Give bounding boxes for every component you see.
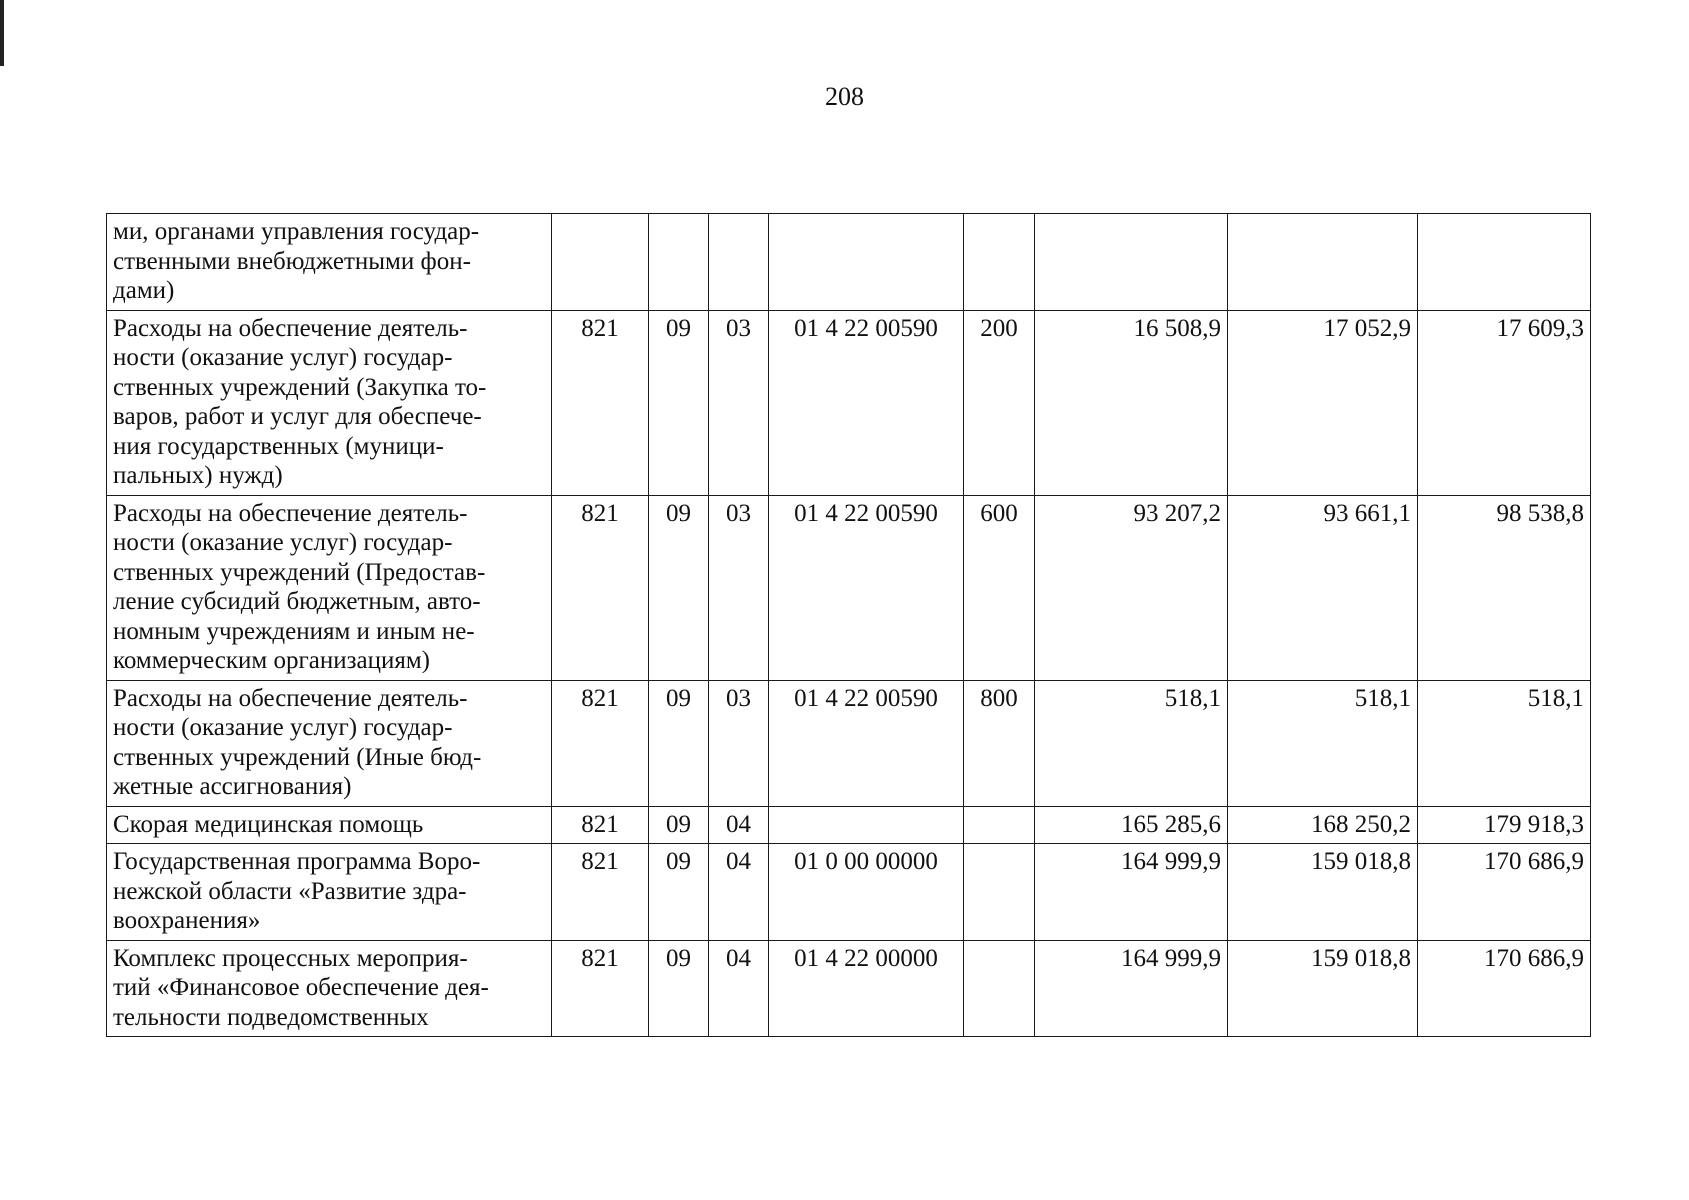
expense-name-line: жетные ассигнования)	[113, 773, 352, 800]
expense-name-line: воохранения»	[113, 907, 261, 934]
expense-type-cell	[964, 806, 1035, 844]
expense-name-line: нежской области «Развитие здра-	[113, 877, 467, 905]
target-article-cell	[769, 214, 964, 311]
target-article-cell: 01 4 22 00590	[769, 310, 964, 495]
expense-type-cell: 800	[964, 680, 1035, 806]
ministry-code-cell: 821	[552, 495, 649, 680]
scan-edge-mark	[0, 0, 4, 66]
expense-name-line: Комплекс процессных мероприя-	[113, 944, 468, 972]
page-number: 208	[825, 82, 864, 111]
amount-year-2-cell: 17 052,9	[1228, 310, 1418, 495]
expense-name-line: Государственная программа Воро-	[113, 848, 481, 875]
amount-year-2-cell: 159 018,8	[1228, 940, 1418, 1037]
amount-year-1-cell: 164 999,9	[1035, 844, 1228, 941]
expense-name-line: ление субсидий бюджетным, авто-	[113, 588, 481, 615]
expense-type-cell	[964, 844, 1035, 941]
amount-year-1-cell: 16 508,9	[1035, 310, 1228, 495]
expense-name-line: Расходы на обеспечение деятель-	[113, 499, 468, 527]
amount-year-2-cell: 159 018,8	[1228, 844, 1418, 941]
amount-year-1-cell: 93 207,2	[1035, 495, 1228, 680]
expense-name-line: ственных учреждений (Закупка то-	[113, 373, 487, 401]
table-row	[107, 806, 1591, 844]
expense-name-line: пальных) нужд)	[113, 462, 283, 489]
expense-name-line: Скорая медицинская помощь	[113, 810, 424, 838]
section-code-cell: 09	[649, 495, 709, 680]
expense-name-cell	[107, 310, 552, 495]
expense-name-line: ния государственных (муници-	[113, 432, 444, 460]
expense-name-cell	[107, 214, 552, 311]
expense-name-line: тельности подведомственных	[113, 1003, 429, 1031]
amount-year-2-cell: 168 250,2	[1228, 806, 1418, 844]
section-code-cell: 09	[649, 844, 709, 941]
expense-name-line: варов, работ и услуг для обеспече-	[113, 403, 482, 430]
table-body	[107, 214, 1591, 1037]
budget-table	[106, 213, 1591, 1037]
section-code-cell: 09	[649, 806, 709, 844]
expense-name-line: коммерческим организациям)	[113, 647, 430, 674]
subsection-code-cell: 03	[709, 310, 769, 495]
subsection-code-cell: 03	[709, 495, 769, 680]
expense-name-line: ственных учреждений (Предостав-	[113, 558, 486, 586]
amount-year-1-cell: 164 999,9	[1035, 940, 1228, 1037]
amount-year-3-cell: 98 538,8	[1418, 495, 1591, 680]
section-code-cell	[649, 214, 709, 311]
subsection-code-cell: 04	[709, 806, 769, 844]
table-row	[107, 310, 1591, 495]
amount-year-3-cell: 170 686,9	[1418, 940, 1591, 1037]
expense-name-cell	[107, 495, 552, 680]
ministry-code-cell: 821	[552, 680, 649, 806]
expense-name-line: Расходы на обеспечение деятель-	[113, 684, 468, 712]
amount-year-2-cell	[1228, 214, 1418, 311]
section-code-cell: 09	[649, 310, 709, 495]
subsection-code-cell: 04	[709, 940, 769, 1037]
expense-name-line: тий «Финансовое обеспечение дея-	[113, 974, 489, 1001]
section-code-cell: 09	[649, 680, 709, 806]
expense-name-cell	[107, 680, 552, 806]
table-row	[107, 844, 1591, 941]
target-article-cell: 01 4 22 00590	[769, 495, 964, 680]
expense-type-cell	[964, 940, 1035, 1037]
ministry-code-cell: 821	[552, 844, 649, 941]
expense-name-cell	[107, 844, 552, 941]
expense-name-line: Расходы на обеспечение деятель-	[113, 314, 468, 342]
target-article-cell	[769, 806, 964, 844]
expense-name-line: ности (оказание услуг) государ-	[113, 714, 453, 741]
ministry-code-cell: 821	[552, 940, 649, 1037]
amount-year-3-cell: 170 686,9	[1418, 844, 1591, 941]
amount-year-3-cell: 179 918,3	[1418, 806, 1591, 844]
ministry-code-cell	[552, 214, 649, 311]
expense-name-line: ми, органами управления государ-	[113, 218, 480, 245]
amount-year-2-cell: 93 661,1	[1228, 495, 1418, 680]
target-article-cell: 01 4 22 00000	[769, 940, 964, 1037]
section-code-cell: 09	[649, 940, 709, 1037]
table-row	[107, 214, 1591, 311]
amount-year-2-cell: 518,1	[1228, 680, 1418, 806]
amount-year-3-cell: 17 609,3	[1418, 310, 1591, 495]
subsection-code-cell: 03	[709, 680, 769, 806]
target-article-cell: 01 0 00 00000	[769, 844, 964, 941]
expense-name-line: ности (оказание услуг) государ-	[113, 529, 453, 556]
expense-name-line: дами)	[113, 277, 175, 304]
amount-year-1-cell: 165 285,6	[1035, 806, 1228, 844]
expense-name-line: ности (оказание услуг) государ-	[113, 344, 453, 371]
expense-type-cell	[964, 214, 1035, 311]
table-row	[107, 680, 1591, 806]
expense-name-line: номным учреждениям и иным не-	[113, 617, 475, 645]
expense-name-cell	[107, 806, 552, 844]
target-article-cell: 01 4 22 00590	[769, 680, 964, 806]
ministry-code-cell: 821	[552, 310, 649, 495]
subsection-code-cell: 04	[709, 844, 769, 941]
expense-name-line: ственных учреждений (Иные бюд-	[113, 743, 482, 771]
table-row	[107, 495, 1591, 680]
amount-year-3-cell: 518,1	[1418, 680, 1591, 806]
amount-year-1-cell	[1035, 214, 1228, 311]
subsection-code-cell	[709, 214, 769, 311]
expense-type-cell: 200	[964, 310, 1035, 495]
ministry-code-cell: 821	[552, 806, 649, 844]
expense-name-cell	[107, 940, 552, 1037]
amount-year-3-cell	[1418, 214, 1591, 311]
amount-year-1-cell: 518,1	[1035, 680, 1228, 806]
expense-name-line: ственными внебюджетными фон-	[113, 247, 471, 275]
table-row	[107, 940, 1591, 1037]
expense-type-cell: 600	[964, 495, 1035, 680]
